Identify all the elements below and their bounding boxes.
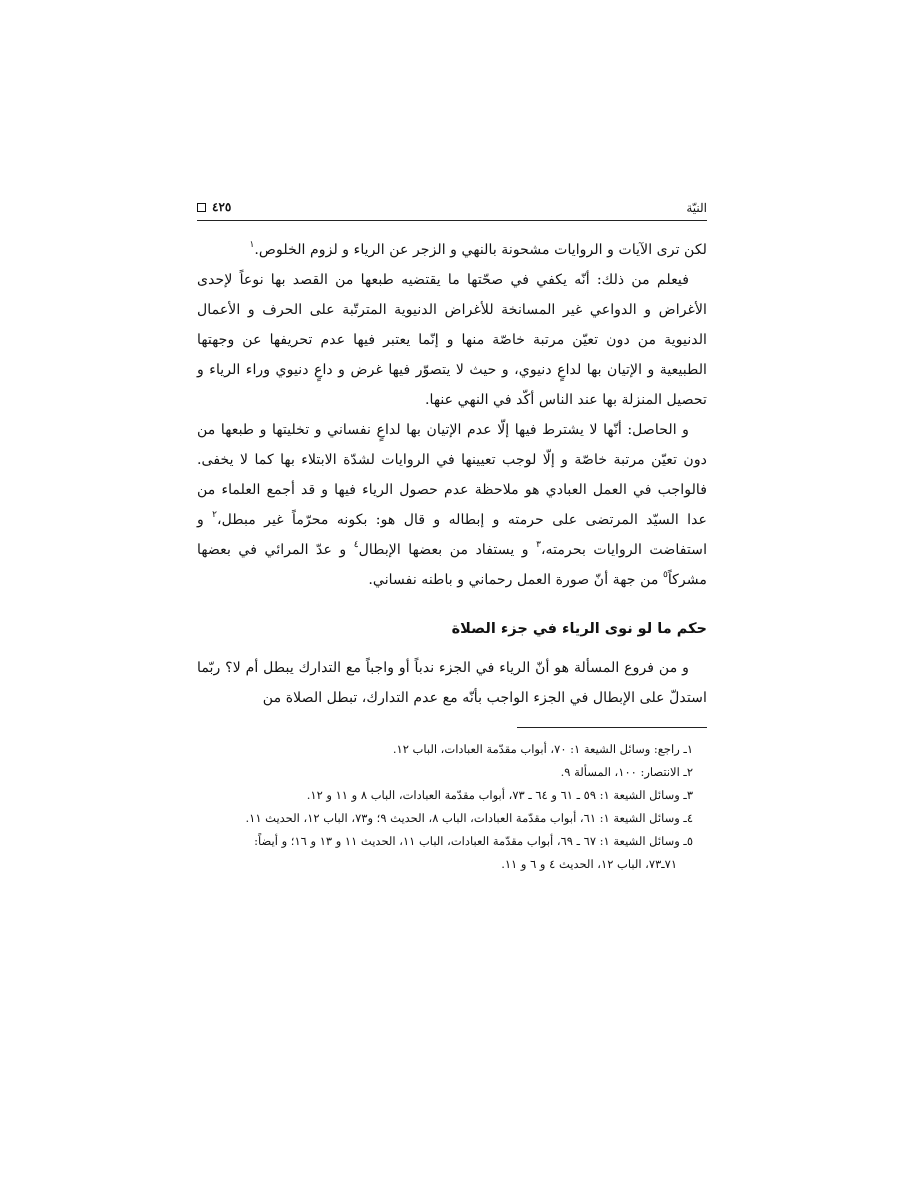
book-page (197, 196, 707, 876)
footnote-ref: ١ (249, 240, 255, 250)
paragraph: فيعلم من ذلك: أنّه يكفي في صحّتها ما يقتضيه طبعها من القصد بها نوعاً لإحدى الأغراض و الدواعي غير المسانخة للأغراض الدنيوية المترتّبة على الحرف و الأعمال الدنيوية من دون تعيّن مرتبة خاصّة منها و إنّما يعتبر فيها عدم تحريفها عن وجهتها الطبيعية و الإتيان بها لداعٍ دنيوي، و حيث لا يتصوّر فيها غرض و داعٍ دنيوي وراء الرياء و تحصيل المنزلة بها عند الناس أكّد في النهي عنها. (197, 272, 707, 408)
footnote: ١ـ راجع: وسائل الشيعة ١: ٧٠، أبواب مقدّمة العبادات، الباب ١٢. (392, 742, 693, 756)
footnote-ref: ٥ (662, 570, 668, 580)
page-number (197, 200, 231, 214)
footnote-ref: ٤ (353, 540, 359, 550)
footnote-ref: ٢ (212, 510, 218, 520)
footnotes (197, 738, 707, 876)
footnote: ٣ـ وسائل الشيعة ١: ٥٩ ـ ٦١ و ٦٤ ـ ٧٣، أبواب مقدّمة العبادات، الباب ٨ و ١١ و ١٢. (306, 788, 693, 802)
footnote-ref: ٣ (536, 540, 541, 550)
paragraph: لكن ترى الآيات و الروايات مشحونة بالنهي و الزجر عن الرياء و لزوم الخلوص.$^١$ (249, 240, 707, 258)
running-header (197, 196, 707, 221)
paragraph: و من فروع المسألة هو أنّ الرياء في الجزء ندباً أو واجباً مع التدارك يبطل أم لا؟ ربّما استدلّ على الإبطال في الجزء الواجب بأنّه مع عدم التدارك، تبطل الصلاة من (197, 660, 707, 706)
footnote-continuation: ٧١ـ٧٣، الباب ١٢، الحديث ٤ و ٦ و ١١. (501, 857, 677, 871)
footnote-divider (517, 727, 707, 728)
main-text (197, 235, 707, 713)
section-heading: حكم ما لو نوى الرياء في جزء الصلاة (451, 621, 707, 637)
footnote: ٢ـ الانتصار: ١٠٠، المسألة ٩. (560, 765, 693, 779)
footnote: ٥ـ وسائل الشيعة ١: ٦٧ ـ ٦٩، أبواب مقدّمة العبادات، الباب ١١، الحديث ١١ و ١٣ و ١٦؛ و أيضاً: (254, 834, 693, 848)
footnote: ٤ـ وسائل الشيعة ١: ٦١، أبواب مقدّمة العبادات، الباب ٨، الحديث ٩؛ و٧٣، الباب ١٢، الحديث ١١. (245, 811, 693, 825)
page-number-value: ٤٢٥ (212, 200, 232, 214)
paragraph: و الحاصل: أنّها لا يشترط فيها إلّا عدم الإتيان بها لداعٍ نفساني و تخليتها و طبعها من دون تعيّن مرتبة خاصّة و إلّا لوجب تعيينها في الروايات لشدّة الابتلاء بها كما لا يخفى. فالواجب في العمل العبادي هو ملاحظة عدم حصول الرياء فيها و قد أجمع العلماء من عدا السيّد المرتضى على حرمته و إبطاله و قال هو: بكونه محرّماً غير مبطل،$^٢$ و استفاضت الروايات بحرمته،$^٣$ و يستفاد من بعضها الإبطال$^٤$ و عدّ المرائي في بعضها مشركاً$^٥$ من جهة أنّ صورة العمل رحماني و باطنه نفساني. (197, 422, 708, 588)
square-ornament-icon (197, 203, 206, 212)
chapter-title: النيّة (686, 201, 707, 215)
